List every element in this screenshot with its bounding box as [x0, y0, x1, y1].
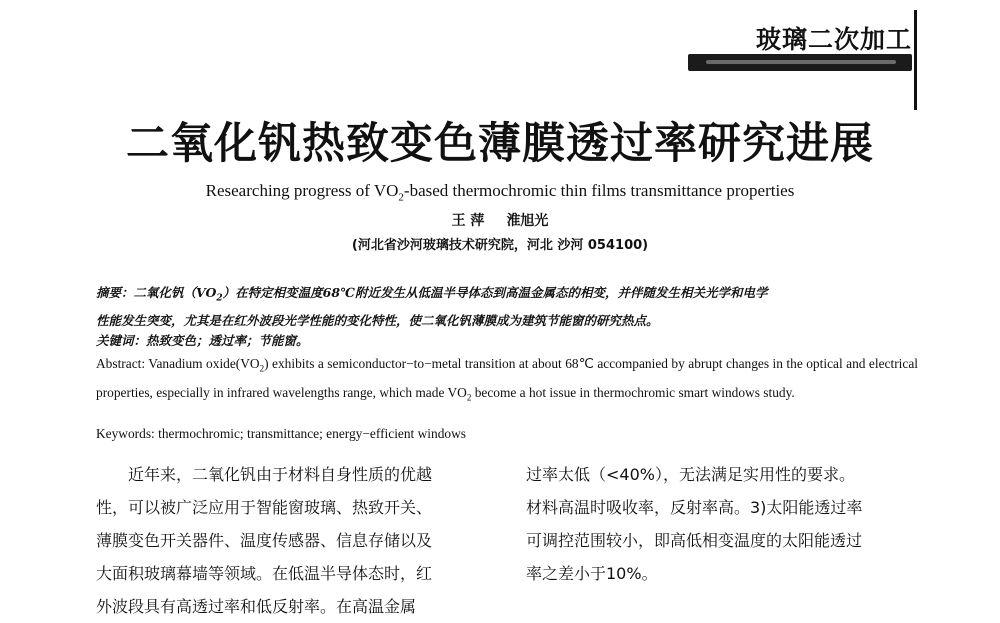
subtitle-subscript: 2: [398, 191, 404, 204]
subtitle-text-post: -based thermochromic thin films transmittance properties: [403, 181, 795, 200]
affiliation: (河北省沙河玻璃技术研究院，河北 沙河 054100): [351, 238, 649, 253]
author-2: 淮旭光: [506, 213, 549, 229]
abstract-en: [96, 352, 918, 410]
body-left-line: 性，可以被广泛应用于智能窗玻璃、热致开关、: [96, 498, 433, 517]
body-right-line: 过率太低（<40%），无法满足实用性的要求。: [526, 465, 855, 484]
abstract-en-part-2: ) exhibits a semiconductor−to−metal transition at about 68℃ accompanied by abrupt changes in the optical and electrical properties, especially in infrared wavelengths range, which made VO: [96, 356, 918, 401]
body-left-line: 大面积玻璃幕墙等领域。在低温半导体态时，红: [96, 564, 433, 583]
abstract-zh-line-1-post: ）在特定相变温度68℃附近发生从低温半导体态到高温金属态的相变，并伴随发生相关光学和电学: [222, 285, 768, 300]
article-subtitle: [0, 181, 1000, 203]
article-title: 二氧化钒热致变色薄膜透过率研究进展: [126, 119, 874, 169]
section-label: 玻璃二次加工: [755, 25, 912, 54]
subtitle-text-pre: Researching progress of VO: [205, 181, 399, 200]
body-right-line: 率之差小于10%。: [526, 564, 658, 583]
header-bar: [688, 54, 912, 71]
author-1: 王 萍: [451, 213, 485, 229]
abstract-en-subscript-2: 2: [466, 392, 472, 403]
abstract-zh: [96, 282, 918, 331]
abstract-zh-line-1: [96, 282, 918, 310]
abstract-zh-subscript: 2: [216, 293, 223, 304]
keywords-zh: 关键词：热致变色；透过率；节能窗。: [96, 333, 309, 348]
abstract-zh-line-2: 性能发生突变，尤其是在红外波段光学性能的变化特性，使二氧化钒薄膜成为建筑节能窗的研究热点。: [96, 312, 659, 328]
abstract-en-part-1: Abstract: Vanadium oxide(VO: [96, 356, 260, 371]
keywords-en: Keywords: thermochromic; transmittance; energy−efficient windows: [96, 426, 466, 441]
body-right-line: 材料高温时吸收率，反射率高。3)太阳能透过率: [526, 498, 863, 517]
header-vertical-rule: [914, 10, 917, 110]
body-left-line: 近年来，二氧化钒由于材料自身性质的优越: [128, 465, 433, 484]
body-left-line: 外波段具有高透过率和低反射率。在高温金属: [96, 597, 417, 616]
body-column-right: [526, 458, 918, 590]
abstract-en-subscript-1: 2: [259, 363, 265, 374]
body-column-left: [96, 458, 486, 623]
abstract-en-part-3: become a hot issue in thermochromic smart windows study.: [471, 385, 795, 401]
body-left-line: 薄膜变色开关器件、温度传感器、信息存储以及: [96, 531, 433, 550]
abstract-zh-line-1-pre: 摘要：二氧化钒（VO: [96, 285, 217, 300]
body-right-line: 可调控范围较小，即高低相变温度的太阳能透过: [526, 531, 863, 550]
authors: [0, 210, 1000, 230]
